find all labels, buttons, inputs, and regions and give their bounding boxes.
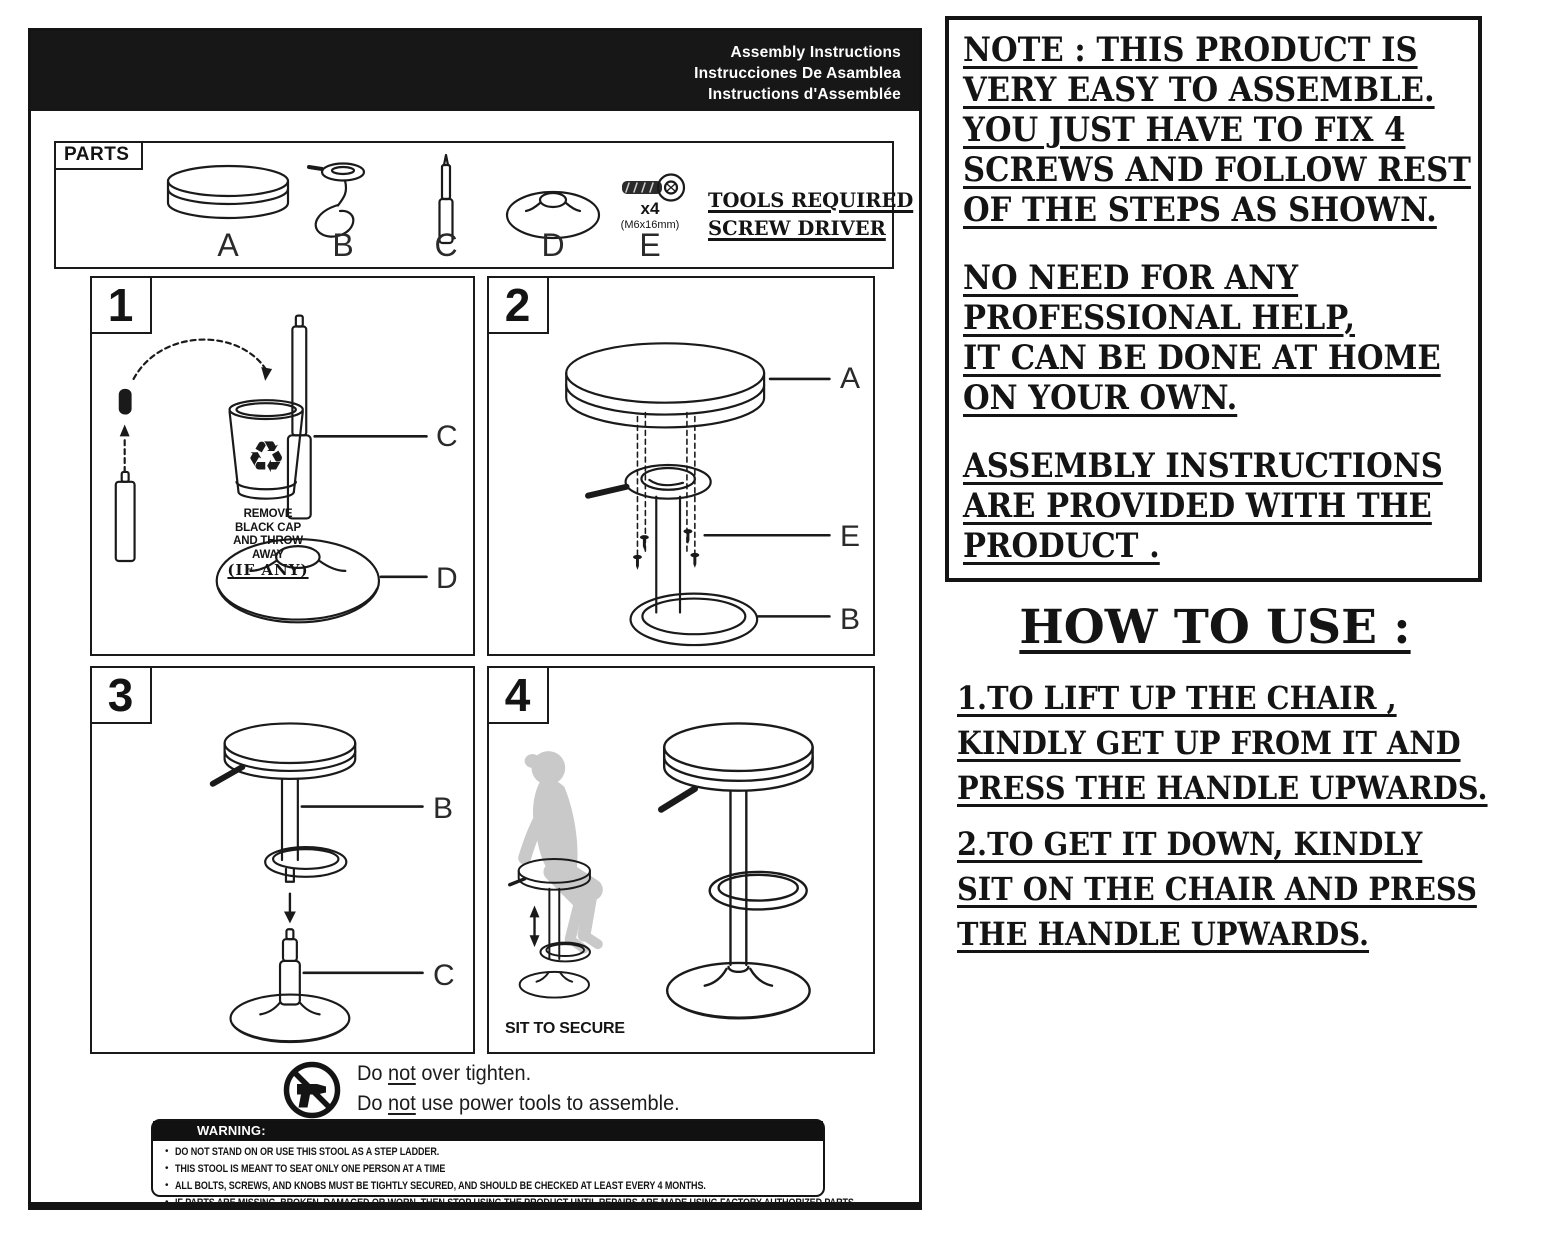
lever-handle [213,767,243,784]
parts-box [54,141,914,269]
bin-note-line: BLACK CAP [235,521,301,534]
warning-title: WARNING: [153,1121,823,1141]
note-line: SCREWS AND FOLLOW REST [963,150,1471,190]
screws-e-drawing [633,529,699,570]
step-4-diagram [489,668,873,1052]
note-panel [945,16,1482,582]
sit-to-secure-caption: SIT TO SECURE [505,1020,625,1037]
how-line: THE HANDLE UPWARDS. [957,915,1370,953]
warning-bullet: • THIS STOOL IS MEANT TO SEAT ONLY ONE PERSON AT A TIME [165,1161,813,1178]
step-3-diagram [92,668,473,1052]
mount-plate-b-drawing [588,465,711,499]
part-b-label: B [332,227,354,263]
step3-label-c: C [433,959,455,992]
seat-a-drawing [566,343,829,427]
how-to-use-step-2 [957,822,1535,957]
step-1-box [90,276,475,656]
step3-label-b: B [433,792,454,825]
note-line: ASSEMBLY INSTRUCTIONS [963,446,1443,486]
caution-text [357,1059,680,1119]
step2-label-b: B [840,603,861,636]
note-line: OF THE STEPS AS SHOWN. [963,190,1437,230]
header-title-en: Assembly Instructions [730,44,901,61]
bin-note-emphasis: (IF ANY) [227,561,309,579]
caution-block [281,1059,697,1121]
note-line: NOTE : THIS PRODUCT IS [963,30,1418,70]
part-a-label: A [217,227,239,263]
step1-label-d: D [436,562,458,595]
step-4-box [487,666,875,1054]
part-c-label: C [434,227,458,263]
tools-line1: TOOLS REQUIRED [708,189,914,212]
step-2-number: 2 [487,276,549,334]
header-title-fr: Instructions d'Assemblée [708,86,901,103]
part-a-seat-drawing [168,166,288,218]
upper-assembly-b-drawing [213,723,423,881]
caution-line-1: Do not over tighten. [357,1062,532,1085]
parts-label: PARTS [54,141,143,170]
instruction-sheet [28,28,922,1210]
how-line: PRESS THE HANDLE UPWARDS. [957,769,1488,807]
note-line: YOU JUST HAVE TO FIX 4 [963,110,1406,150]
how-line: KINDLY GET UP FROM IT AND [957,724,1461,762]
part-d-label: D [541,227,565,263]
step-3-box [90,666,475,1054]
screw-size: (M6x16mm) [620,219,680,231]
note-line: PRODUCT . [963,526,1160,566]
note-line: IT CAN BE DONE AT HOME [963,338,1441,378]
how-line: 1.TO LIFT UP THE CHAIR , [957,679,1397,717]
warning-bullet-list [153,1141,856,1212]
full-stool-drawing [661,723,812,1018]
bin-note-line: AND THROW [233,535,303,547]
bin-note-line: AWAY [251,548,284,561]
header-title-es: Instrucciones De Asamblea [694,65,901,82]
caution-line-2: Do not use power tools to assemble. [357,1092,680,1115]
note-line: ON YOUR OWN. [963,378,1238,418]
sheet-header [31,31,919,111]
warning-box [151,1119,856,1209]
screw-qty: x4 [640,199,660,218]
part-e-screw-drawing [622,175,684,201]
step-1-diagram [92,278,473,654]
step-4-number: 4 [487,666,549,724]
note-line: PROFESSIONAL HELP, [963,298,1355,338]
step-2-diagram [489,278,873,654]
how-to-use-step-1 [957,676,1547,811]
lever-handle [588,487,627,496]
cylinder-base-c-drawing [231,929,423,1042]
step-2-box [487,276,875,656]
tools-line2: SCREW DRIVER [708,217,886,240]
footrest-b-drawing [631,594,830,645]
recycle-icon: ♻ [246,433,286,482]
part-b-lift-drawing [309,164,364,237]
how-to-use-title: HOW TO USE : [1019,600,1411,655]
lever-handle [661,789,695,810]
note-line: VERY EASY TO ASSEMBLE. [963,70,1435,110]
warning-bullet: • ALL BOLTS, SCREWS, AND KNOBS MUST BE TIGHTLY SECURED, AND SHOULD BE CHECKED AT LEAST EVERY 4 MONTHS. [165,1178,813,1195]
no-power-tools-icon [281,1059,343,1121]
note-line: NO NEED FOR ANY [963,258,1299,298]
part-e-label: E [639,227,661,263]
bin-note-line: REMOVE [243,508,293,520]
how-line: 2.TO GET IT DOWN, KINDLY [957,825,1423,863]
tools-required [708,187,914,243]
warning-bullet: • IF PARTS ARE MISSING, BROKEN, DAMAGED OR WORN, THEN STOP USING THE PRODUCT UNTIL REPAIRS ARE MADE USING FACTORY AUTHORIZED PARTS. [165,1195,813,1212]
arrow-down [284,894,296,924]
note-line: ARE PROVIDED WITH THE [963,486,1432,526]
step-1-number: 1 [90,276,152,334]
warning-bullet: • DO NOT STAND ON OR USE THIS STOOL AS A STEP LADDER. [165,1144,813,1161]
step2-label-a: A [840,362,861,395]
step-3-number: 3 [90,666,152,724]
step1-label-c: C [436,420,458,453]
step2-label-e: E [840,520,861,553]
cylinder-c-drawing [288,316,427,519]
how-line: SIT ON THE CHAIR AND PRESS [957,870,1477,908]
bin-note [200,508,336,578]
